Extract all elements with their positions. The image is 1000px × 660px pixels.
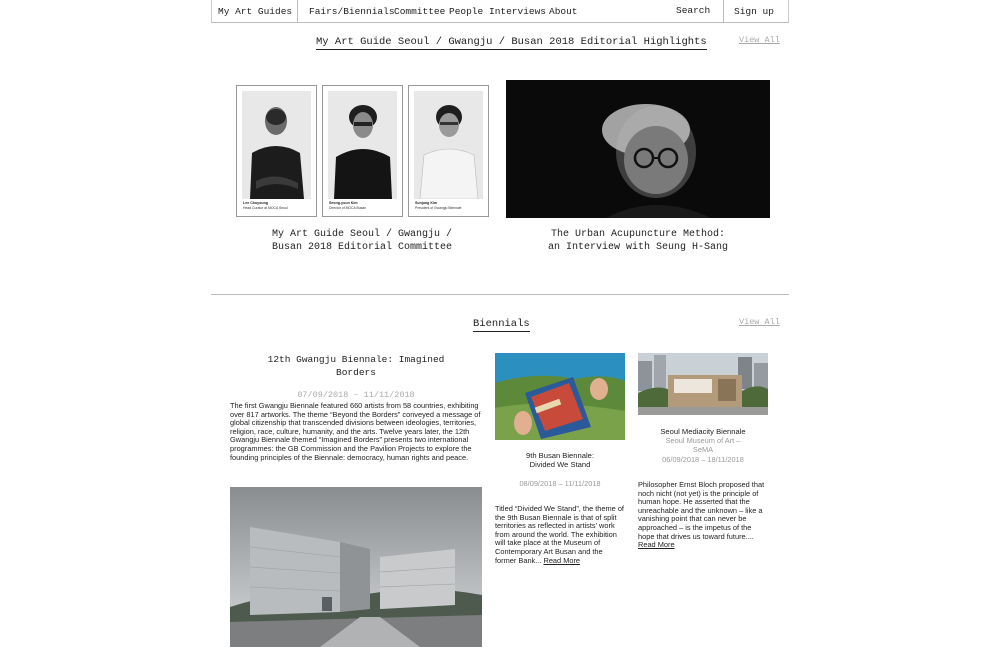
nav-committee[interactable]: Committee	[394, 6, 446, 17]
seoul-read-more-link[interactable]: Read More	[638, 540, 675, 550]
seoul-mediacity-image[interactable]	[638, 353, 768, 415]
committee-name: Lee Chuyoung	[243, 201, 268, 205]
seoul-mediacity-title[interactable]: Seoul Mediacity Biennale	[660, 427, 746, 436]
committee-card[interactable]	[236, 85, 317, 217]
nav-fairs-biennials[interactable]: Fairs/Biennials	[309, 6, 395, 17]
nav-people[interactable]: People	[449, 6, 484, 17]
editorial-view-all-link[interactable]: View All	[739, 35, 780, 45]
busan-read-more-link[interactable]: Read More	[543, 555, 581, 565]
committee-role: Director of MOCA Busan	[329, 206, 367, 210]
search-link[interactable]: Search	[676, 5, 711, 16]
seoul-mediacity-description	[638, 481, 768, 550]
editorial-section-title[interactable]: My Art Guide Seoul / Gwangju / Busan 2018 Editorial Highlights	[316, 36, 707, 48]
section-divider	[211, 294, 789, 295]
interview-feature-title[interactable]	[506, 228, 770, 254]
portrait-photo	[242, 91, 311, 199]
committee-role: Head Curator at MOCA Seoul	[243, 206, 288, 210]
brand-link[interactable]: My Art Guides	[218, 6, 293, 17]
gwangju-biennale-description: The first Gwangju Biennale featured 660 artists from 58 countries, exhibiting over 817 artworks. The theme “Beyond the Borders” conveyed a message of global citizenship that transcended divisions between ideologies, territories, religion, race, culture, humanity, and the arts. Twelve years later, the 12th Gwangju Biennale themed “Imagined Borders” presents two international programmes: the GB Commission and the Pavilion Projects to explore the founding principles of the Biennale: democracy, human rights and peace.	[230, 401, 481, 462]
entry-title-line: 12th Gwangju Biennale: Imagined	[267, 354, 445, 365]
nav-divider	[723, 0, 724, 23]
nav-interviews[interactable]: Interviews	[489, 6, 547, 17]
feature-title-line: Busan 2018 Editorial Committee	[271, 242, 453, 253]
busan-biennale-description	[495, 505, 625, 565]
feature-title-line: The Urban Acupuncture Method:	[550, 229, 726, 240]
signup-link[interactable]: Sign up	[734, 6, 774, 17]
seoul-body-text: Philosopher Ernst Bloch proposed that noch nicht (not yet) is the principle of human hope. He asserted that the unreachable and the unknown – like a vanishing point that can never be approached – is the impetus of the hope that drives us toward future....	[638, 480, 765, 541]
busan-biennale-title[interactable]	[495, 451, 625, 469]
gwangju-biennale-date: 07/09/2018 – 11/11/2018	[297, 390, 415, 400]
gwangju-biennale-image[interactable]	[230, 487, 482, 647]
entry-title-line: Divided We Stand	[529, 460, 591, 469]
feature-title-line: My Art Guide Seoul / Gwangju /	[271, 229, 453, 240]
venue-line: Seoul Museum of Art –	[665, 436, 741, 445]
nav-about[interactable]: About	[549, 6, 578, 17]
committee-card[interactable]	[322, 85, 403, 217]
seoul-mediacity-venue	[638, 436, 768, 454]
gwangju-biennale-title[interactable]	[230, 353, 482, 379]
nav-divider	[297, 0, 298, 23]
portrait-photo	[414, 91, 483, 199]
busan-body-text: Titled “Divided We Stand”, the theme of the 9th Busan Biennale is that of split territories as reflected in artists’ work from around the world. The exhibition will take place at the Museum of Contemporary Art Busan and the former Bank...	[495, 504, 624, 565]
seoul-mediacity-date: 06/09/2018 – 18/11/2018	[662, 455, 744, 464]
committee-name: Sunjung Kim	[415, 201, 438, 205]
entry-title-line: 9th Busan Biennale:	[526, 451, 594, 460]
committee-card[interactable]	[408, 85, 489, 217]
entry-title-line: Borders	[336, 367, 376, 378]
busan-biennale-date: 08/09/2018 – 11/11/2018	[519, 479, 601, 488]
committee-feature-title[interactable]	[236, 228, 488, 254]
portrait-photo	[328, 91, 397, 199]
feature-title-line: an Interview with Seung H-Sang	[547, 242, 729, 253]
interview-feature-image[interactable]	[506, 80, 770, 218]
committee-name: Seong-youn Kim	[329, 201, 358, 205]
committee-role: President of Gwangju Biennale	[415, 206, 462, 210]
biennials-section-title[interactable]: Biennials	[473, 318, 530, 330]
venue-line: SeMA	[692, 445, 714, 454]
biennials-view-all-link[interactable]: View All	[739, 317, 780, 327]
busan-biennale-image[interactable]	[495, 353, 625, 440]
top-navigation	[211, 0, 789, 23]
